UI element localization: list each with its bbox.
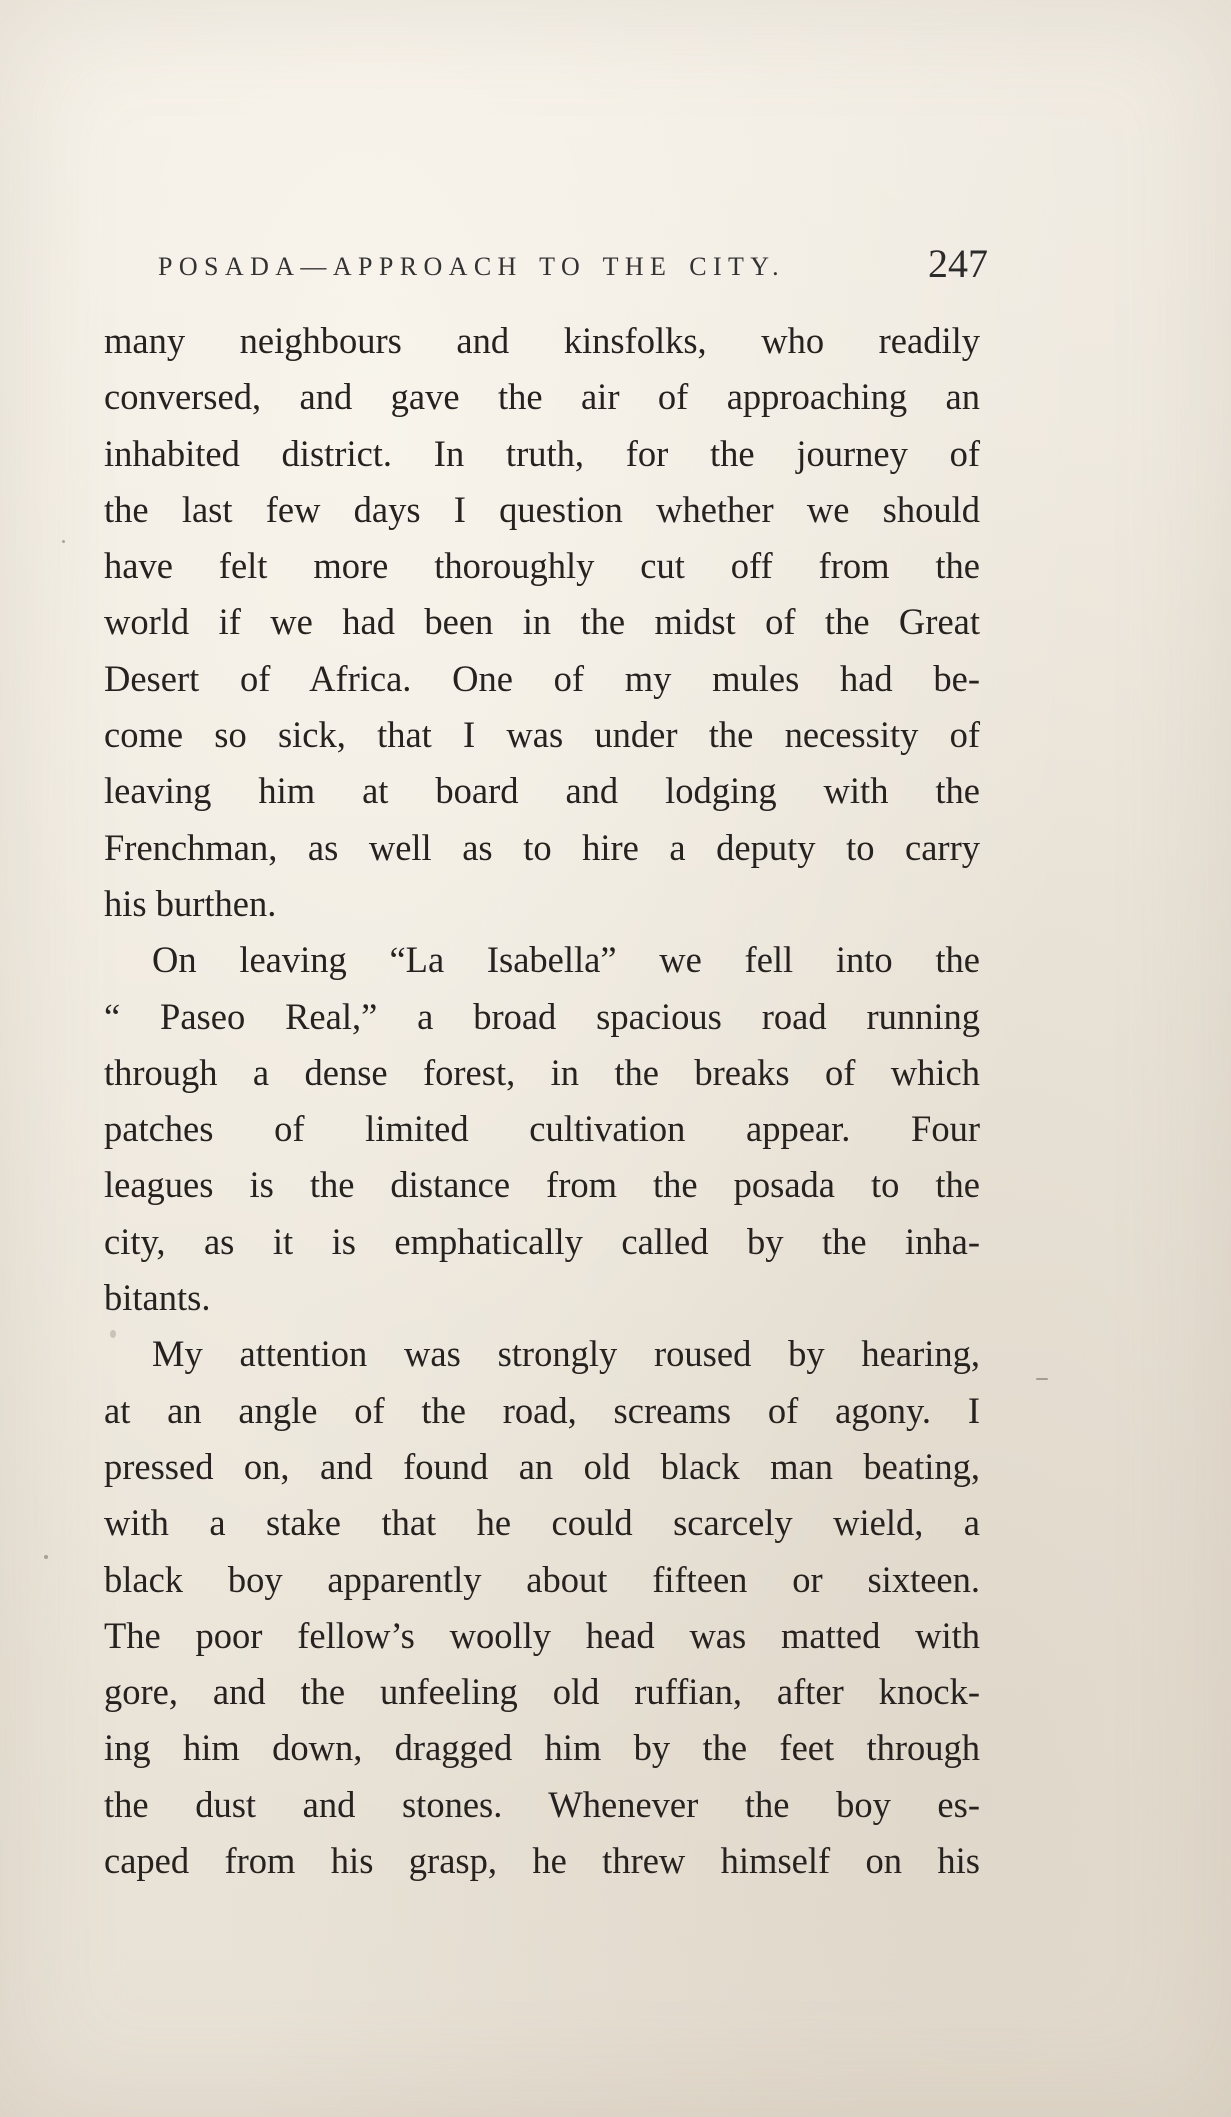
text-line: black boy apparently about fifteen or sixteen.: [104, 1558, 980, 1600]
text-line: with a stake that he could scarcely wield, a: [104, 1502, 980, 1544]
running-head: [158, 240, 988, 290]
text-line: pressed on, and found an old black man beating,: [104, 1445, 980, 1487]
text-line: conversed, and gave the air of approaching an: [104, 376, 980, 418]
text-line: city, as it is emphatically called by the inha-: [104, 1220, 980, 1262]
text-line: many neighbours and kinsfolks, who readily: [104, 320, 980, 361]
text-line: Desert of Africa. One of my mules had be-: [104, 657, 980, 699]
paper-speck: [62, 540, 65, 543]
body-text: [104, 313, 980, 1889]
page-number: 247: [928, 241, 988, 286]
text-line: come so sick, that I was under the necessity of: [104, 714, 980, 756]
text-line: The poor fellow’s woolly head was matted with: [104, 1614, 980, 1656]
text-line: his burthen.: [104, 882, 277, 924]
text-line: world if we had been in the midst of the Great: [104, 601, 980, 643]
text-line: My attention was strongly roused by hearing,: [152, 1333, 980, 1375]
text-line: ing him down, dragged him by the feet through: [104, 1727, 980, 1769]
text-line: at an angle of the road, screams of agony. I: [104, 1389, 980, 1431]
paper-speck: [1036, 1378, 1048, 1380]
paper-speck: [44, 1555, 48, 1559]
text-line: Frenchman, as well as to hire a deputy to carry: [104, 826, 980, 868]
text-line: leaving him at board and lodging with the: [104, 770, 980, 812]
text-line: caped from his grasp, he threw himself on his: [104, 1840, 980, 1882]
text-line: inhabited district. In truth, for the journey of: [104, 432, 980, 474]
text-line: the last few days I question whether we should: [104, 488, 980, 530]
text-line: gore, and the unfeeling old ruffian, after knock-: [104, 1671, 980, 1713]
running-title: POSADA—APPROACH TO THE CITY.: [158, 252, 786, 281]
text-line: leagues is the distance from the posada to the: [104, 1164, 980, 1206]
paper-speck: [110, 1330, 116, 1338]
text-line: bitants.: [104, 1277, 211, 1319]
text-line: On leaving “La Isabella” we fell into the: [152, 939, 980, 981]
text-line: through a dense forest, in the breaks of which: [104, 1051, 980, 1093]
text-line: patches of limited cultivation appear. Four: [104, 1108, 980, 1150]
text-line: have felt more thoroughly cut off from the: [104, 545, 980, 587]
text-line: “ Paseo Real,” a broad spacious road running: [104, 995, 980, 1037]
text-line: the dust and stones. Whenever the boy es-: [104, 1783, 980, 1825]
